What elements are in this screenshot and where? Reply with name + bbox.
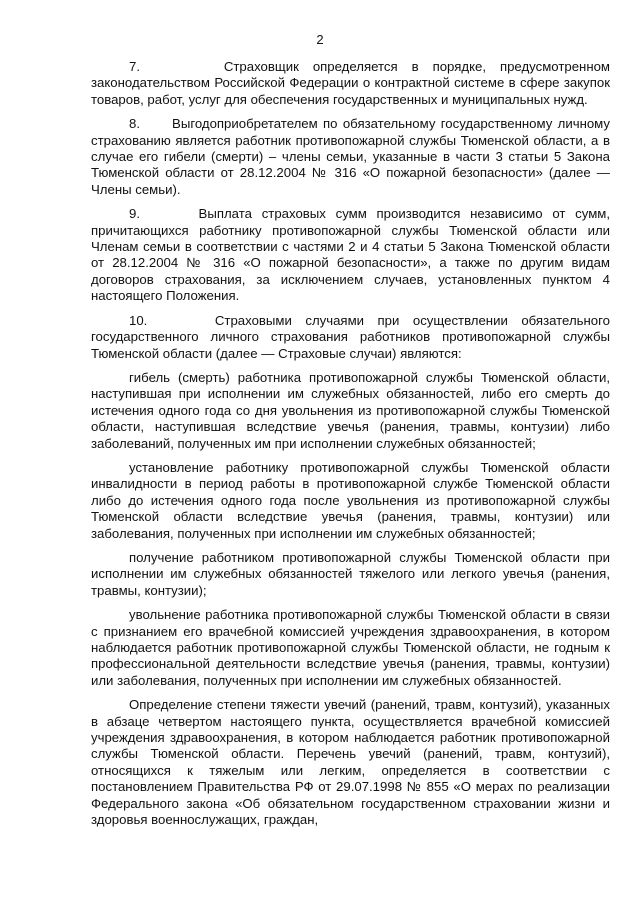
- list-item-disability: установление работнику противопожарной службы Тюменской области инвалидности в период работы в противопожарной службе Тюменской области либо до истечения одного года после увольнения из противопожарной службы Тюменской области вследствие увечья (ранения, травмы, контузии) или заболевания, полученных при исполнении им служебных обязанностей;: [91, 459, 610, 541]
- list-item-injury: получение работником противопожарной службы Тюменской области при исполнении им служебных обязанностей тяжелого или легкого увечья (ранения, травмы, контузии);: [91, 549, 610, 598]
- paragraph-item-8: 8. Выгодоприобретателем по обязательному государственному личному страхованию является работник противопожарной службы Тюменской области, а в случае его гибели (смерти) – члены семьи, указанные в части 3 статьи 5 Закона Тюменской области от 28.12.2004 № 316 «О пожарной безопасности» (далее — Члены семьи).: [91, 116, 610, 197]
- paragraph-item-9: 9. Выплата страховых сумм производится независимо от сумм, причитающихся работнику противопожарной службы Тюменской области или Членам семьи в соответствии с частями 2 и 4 статьи 5 Закона Тюменской области от 28.12.2004 № 316 «О пожарной безопасности», а также по другим видам договоров страхования, за исключением случаев, установленных пунктом 4 настоящего Положения.: [91, 206, 610, 304]
- list-item-death: гибель (смерть) работника противопожарной службы Тюменской области, наступившая при исполнении им служебных обязанностей, либо его смерть до истечения одного года со дня увольнения из противопожарной службы Тюменской области, наступившая вследствие увечья (ранения, травмы, контузии) либо заболеваний, полученных им при исполнении служебных обязанностей;: [91, 369, 610, 451]
- paragraph-severity: Определение степени тяжести увечий (ранений, травм, контузий), указанных в абзаце четвертом настоящего пункта, осуществляется врачебной комиссией учреждения здравоохранения, в котором наблюдается работник противопожарной службы Тюменской области. Перечень увечий (ранений, травм, контузий), относящихся к тяжелым или легким, определяется в соответствии с постановлением Правительства РФ от 29.07.1998 № 855 «О мерах по реализации Федерального закона «Об обязательном государственном страховании жизни и здоровья военнослужащих, граждан,: [91, 697, 610, 828]
- paragraph-item-10: 10. Страховыми случаями при осуществлении обязательного государственного личного страхования работников противопожарной службы Тюменской области (далее — Страховые случаи) являются:: [91, 312, 610, 361]
- paragraph-item-7: 7. Страховщик определяется в порядке, предусмотренном законодательством Российской Федерации о контрактной системе в сфере закупок товаров, работ, услуг для обеспечения государственных и муниципальных нужд.: [91, 59, 610, 107]
- list-item-dismissal: увольнение работника противопожарной службы Тюменской области в связи с признанием его врачебной комиссией учреждения здравоохранения, в котором наблюдается работник противопожарной службы Тюменской области, не годным к профессиональной деятельности вследствие увечья (ранения, травмы, контузии) или заболевания, полученных при исполнении им служебных обязанностей.: [91, 607, 610, 688]
- page-number: 2: [316, 32, 324, 47]
- document-body: [91, 59, 610, 836]
